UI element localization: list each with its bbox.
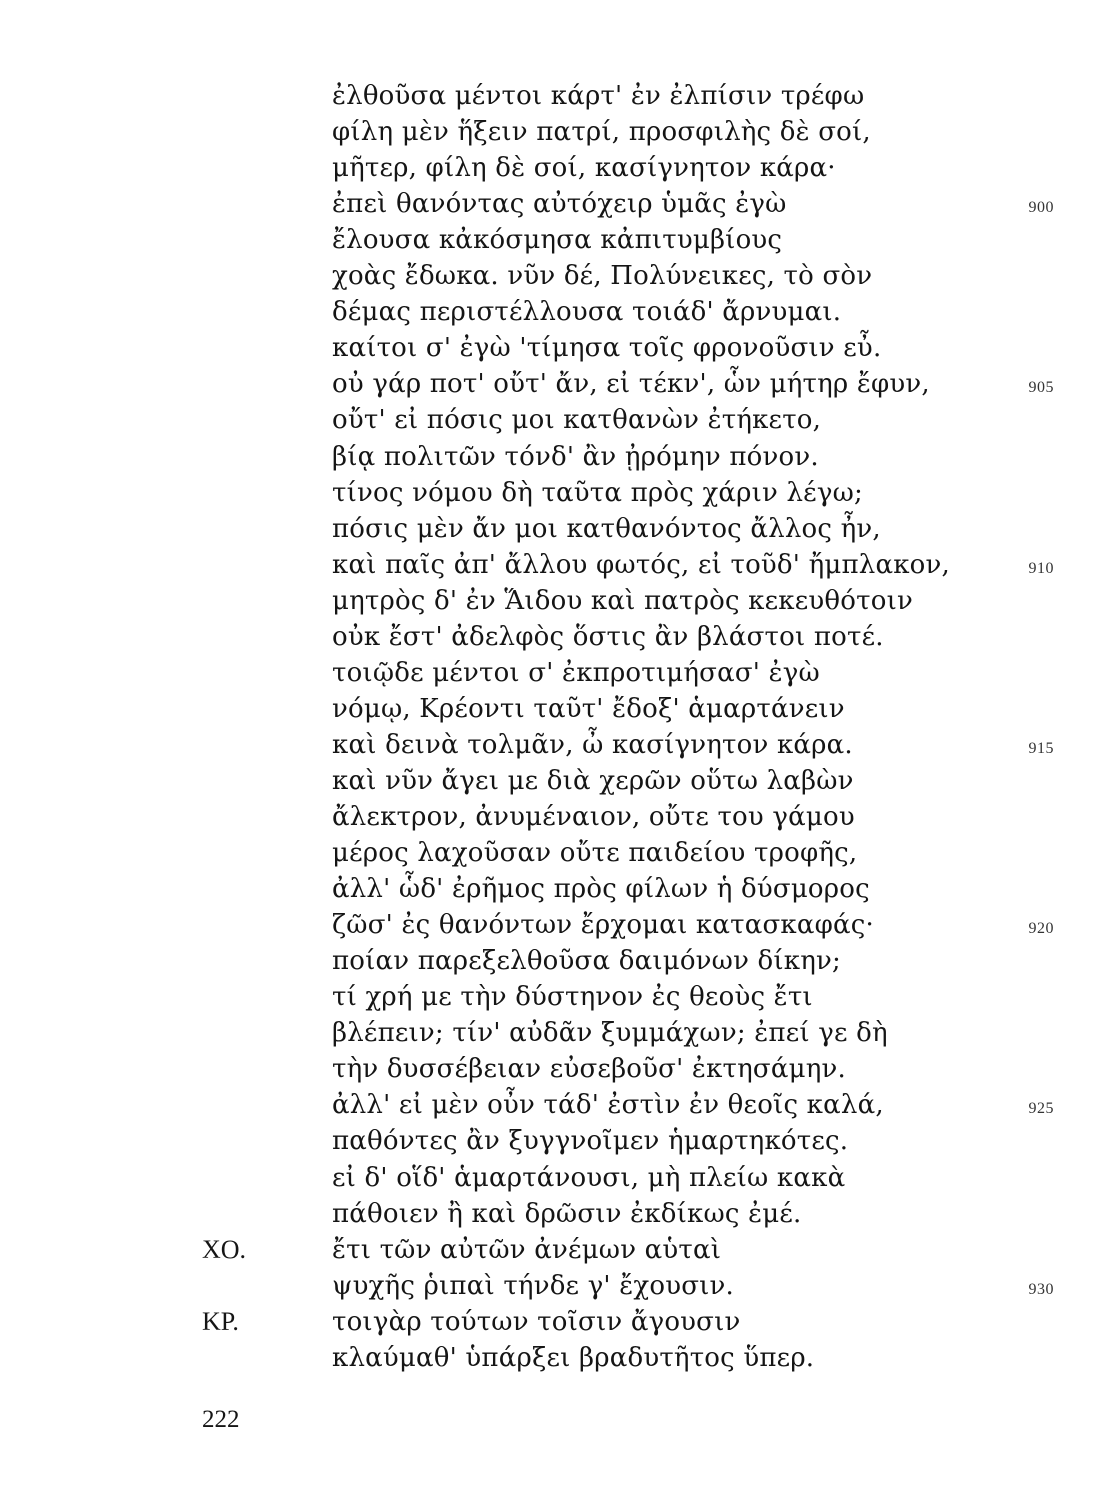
verse-line <box>0 1015 1114 1051</box>
verse-line <box>0 511 1114 547</box>
verse-line <box>0 150 1114 186</box>
verse-line <box>0 1340 1114 1376</box>
verse-line <box>0 294 1114 330</box>
verse-line <box>0 1051 1114 1087</box>
verse-text: παθόντες ἂν ξυγγνοῖμεν ἡμαρτηκότες. <box>332 1126 849 1157</box>
verse-line <box>0 366 1114 402</box>
line-number: 900 <box>1028 199 1054 217</box>
verse-text: ἔλουσα κἀκόσμησα κἀπιτυμβίους <box>332 225 783 256</box>
verse-line <box>0 1087 1114 1123</box>
line-number: 925 <box>1028 1100 1054 1118</box>
verse-line <box>0 763 1114 799</box>
verse-text: πόσις μὲν ἄν μοι κατθανόντος ἄλλος ἦν, <box>332 513 881 544</box>
verse-text: ἔτι τῶν αὐτῶν ἀνέμων αὑταὶ <box>332 1234 722 1265</box>
speaker-label: ΧΟ. <box>202 1234 247 1264</box>
verse-text: οὔτ' εἰ πόσις μοι κατθανὼν ἐτήκετο, <box>332 405 822 436</box>
verse-text: ἀλλ' εἰ μὲν οὖν τάδ' ἐστὶν ἐν θεοῖς καλά, <box>332 1090 884 1121</box>
verse-line <box>0 330 1114 366</box>
verse-line <box>0 871 1114 907</box>
verse-text: ποίαν παρεξελθοῦσα δαιμόνων δίκην; <box>332 946 841 977</box>
verse-text: τίνος νόμου δὴ ταῦτα πρὸς χάριν λέγω; <box>332 477 863 508</box>
verse-line <box>0 114 1114 150</box>
line-number: 930 <box>1028 1280 1054 1298</box>
verse-line <box>0 547 1114 583</box>
verse-text: βλέπειν; τίν' αὐδᾶν ξυμμάχων; ἐπεί γε δὴ <box>332 1018 888 1049</box>
verse-line <box>0 691 1114 727</box>
verse-line <box>0 655 1114 691</box>
line-number: 920 <box>1028 920 1054 938</box>
verse-text: φίλη μὲν ἥξειν πατρί, προσφιλὴς δὲ σοί, <box>332 117 871 148</box>
verse-line <box>0 943 1114 979</box>
verse-line <box>0 439 1114 475</box>
verse-text: οὐ γάρ ποτ' οὔτ' ἄν, εἰ τέκν', ὧν μήτηρ ἔφυν, <box>332 369 930 400</box>
verse-text: τί χρή με τὴν δύστηνον ἐς θεοὺς ἔτι <box>332 982 813 1013</box>
verse-text: ἐλθοῦσα μέντοι κάρτ' ἐν ἐλπίσιν τρέφω <box>332 81 865 111</box>
verse-text: πάθοιεν ἢ καὶ δρῶσιν ἐκδίκως ἐμέ. <box>332 1198 802 1229</box>
verse-line <box>0 222 1114 258</box>
verse-text: ζῶσ' ἐς θανόντων ἔρχομαι κατασκαφάς· <box>332 910 875 941</box>
verse-line <box>0 186 1114 222</box>
verse-text: ἀλλ' ὧδ' ἐρῆμος πρὸς φίλων ἡ δύσμορος <box>332 874 870 905</box>
verse-line <box>0 1160 1114 1196</box>
verse-line <box>0 1123 1114 1159</box>
verse-text: χοὰς ἔδωκα. νῦν δέ, Πολύνεικες, τὸ σὸν <box>332 261 873 292</box>
speaker-label: ΚΡ. <box>202 1306 239 1336</box>
verse-line <box>0 1304 1114 1340</box>
verse-text: τὴν δυσσέβειαν εὐσεβοῦσ' ἐκτησάμην. <box>332 1054 846 1085</box>
line-number: 915 <box>1028 739 1054 757</box>
verse-text: ψυχῆς ῥιπαὶ τήνδε γ' ἔχουσιν. <box>332 1270 735 1301</box>
verse-text: μῆτερ, φίλη δὲ σοί, κασίγνητον κάρα· <box>332 153 836 184</box>
verse-text: καὶ νῦν ἄγει με διὰ χερῶν οὕτω λαβὼν <box>332 765 854 796</box>
verse-text: ἄλεκτρον, ἀνυμέναιον, οὔτε του γάμου <box>332 802 855 832</box>
verse-text: οὐκ ἔστ' ἀδελφὸς ὅστις ἂν βλάστοι ποτέ. <box>332 621 884 652</box>
verse-text: τοιγὰρ τούτων τοῖσιν ἄγουσιν <box>332 1306 741 1337</box>
verse-line <box>0 727 1114 763</box>
verse-text: κλαύμαθ' ὑπάρξει βραδυτῆτος ὕπερ. <box>332 1342 815 1373</box>
verse-text: καὶ παῖς ἀπ' ἄλλου φωτός, εἰ τοῦδ' ἤμπλακον, <box>332 549 950 580</box>
line-number: 905 <box>1028 379 1054 397</box>
verse-line <box>0 258 1114 294</box>
verse-line <box>0 1268 1114 1304</box>
verse-text: νόμῳ, Κρέοντι ταῦτ' ἔδοξ' ἁμαρτάνειν <box>332 693 845 724</box>
verse-line <box>0 402 1114 438</box>
verse-line <box>0 799 1114 835</box>
verse-text: ἐπεὶ θανόντας αὐτόχειρ ὑμᾶς ἐγὼ <box>332 189 787 220</box>
verse-text: μητρὸς δ' ἐν Ἅιδου καὶ πατρὸς κεκευθότοιν <box>332 585 913 616</box>
verse-text: τοιῷδε μέντοι σ' ἐκπροτιμήσασ' ἐγὼ <box>332 657 820 688</box>
verse-line <box>0 1196 1114 1232</box>
verse-text: δέμας περιστέλλουσα τοιάδ' ἄρνυμαι. <box>332 297 842 328</box>
verse-line <box>0 583 1114 619</box>
verse-text: εἰ δ' οἵδ' ἁμαρτάνουσι, μὴ πλείω κακὰ <box>332 1162 846 1193</box>
verse-line <box>0 979 1114 1015</box>
verse-line <box>0 835 1114 871</box>
verse-line <box>0 907 1114 943</box>
verse-text: βίᾳ πολιτῶν τόνδ' ἂν ᾐρόμην πόνον. <box>332 441 819 472</box>
verse-line <box>0 1232 1114 1268</box>
verse-text: μέρος λαχοῦσαν οὔτε παιδείου τροφῆς, <box>332 838 858 869</box>
verse-line <box>0 475 1114 511</box>
verse-text: καὶ δεινὰ τολμᾶν, ὦ κασίγνητον κάρα. <box>332 729 853 760</box>
verse-line <box>0 78 1114 114</box>
line-number: 910 <box>1028 559 1054 577</box>
page-number: 222 <box>202 1406 240 1433</box>
verse-line <box>0 619 1114 655</box>
verse-text: καίτοι σ' ἐγὼ 'τίμησα τοῖς φρονοῦσιν εὖ. <box>332 333 882 364</box>
